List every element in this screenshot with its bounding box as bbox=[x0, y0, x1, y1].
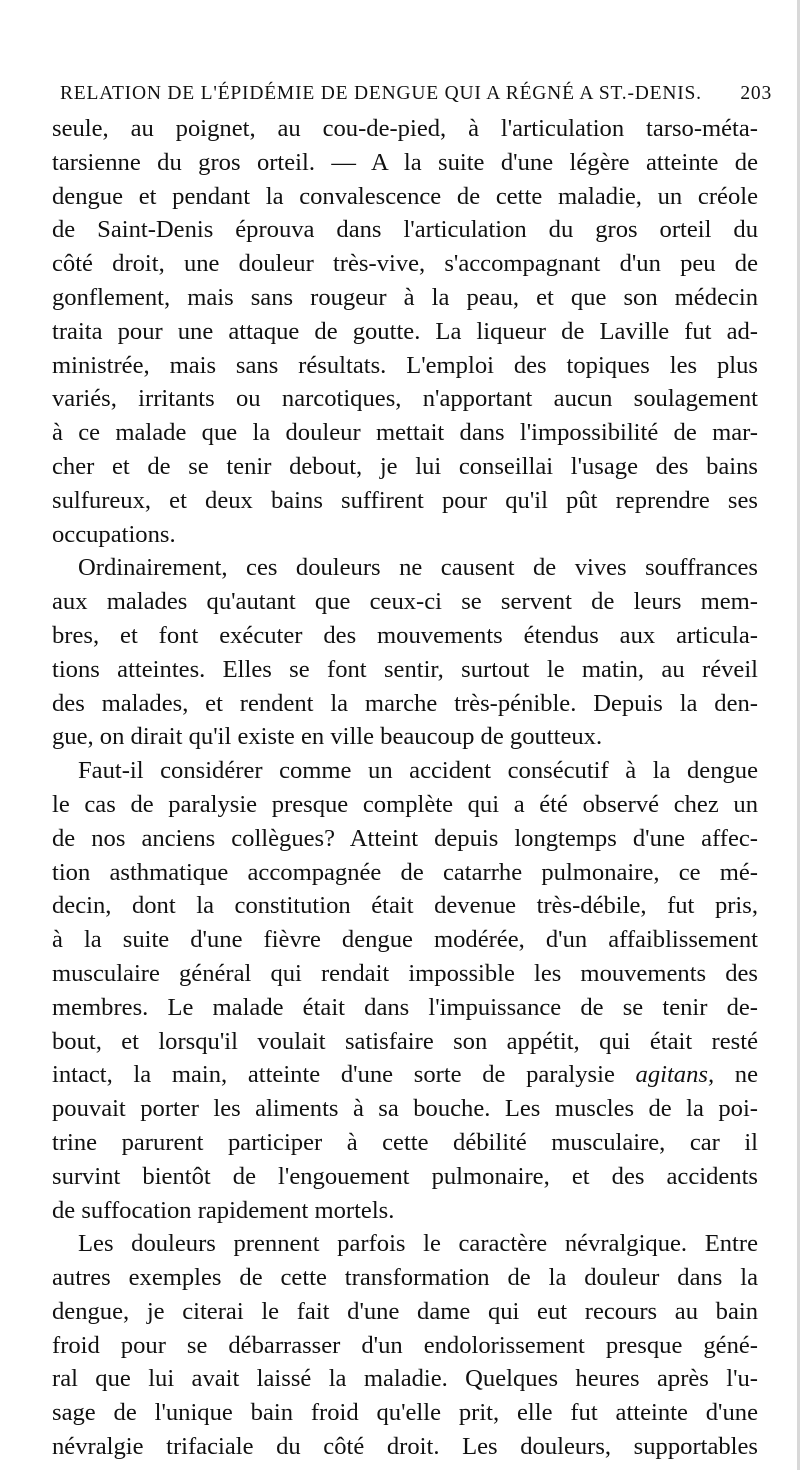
text-line: dengue, je citerai le fait d'une dame qui eut recours au bain bbox=[52, 1297, 758, 1325]
text-line: bout, et lorsqu'il voulait satisfaire son appétit, qui était resté bbox=[52, 1027, 758, 1055]
text-line: à ce malade que la douleur mettait dans l'impossibilité de mar- bbox=[52, 419, 758, 447]
body-text bbox=[52, 112, 758, 1464]
italic-word: agitans, bbox=[635, 1061, 715, 1089]
text-line: pouvait porter les aliments à sa bouche. Les muscles de la poi- bbox=[52, 1095, 758, 1123]
text-line: froid pour se débarrasser d'un endolorissement presque géné- bbox=[52, 1331, 758, 1359]
text-line: membres. Le malade était dans l'impuissance de se tenir de- bbox=[52, 993, 758, 1021]
text-line: ral que lui avait laissé la maladie. Quelques heures après l'u- bbox=[52, 1365, 758, 1393]
text-line: de suffocation rapidement mortels. bbox=[52, 1196, 395, 1224]
text-line: ministrée, mais sans résultats. L'emploi des topiques les plus bbox=[52, 351, 758, 379]
text-line: Les douleurs prennent parfois le caractère névralgique. Entre bbox=[78, 1230, 758, 1258]
text-line: decin, dont la constitution était devenue très-débile, fut pris, bbox=[52, 892, 758, 920]
text-line: occupations. bbox=[52, 520, 176, 548]
text-line: tarsienne du gros orteil. — A la suite d'une légère atteinte de bbox=[52, 148, 758, 176]
text-line-with-italic bbox=[52, 1058, 758, 1092]
text-line: survint bientôt de l'engouement pulmonaire, et des accidents bbox=[52, 1162, 758, 1190]
text-line: Faut-il considérer comme un accident consécutif à la dengue bbox=[78, 757, 758, 785]
text-line: variés, irritants ou narcotiques, n'apportant aucun soulagement bbox=[52, 385, 758, 413]
text-line: autres exemples de cette transformation de la douleur dans la bbox=[52, 1264, 758, 1292]
text-line: aux malades qu'autant que ceux-ci se servent de leurs mem- bbox=[52, 588, 758, 616]
text-line: névralgie trifaciale du côté droit. Les douleurs, supportables bbox=[52, 1433, 758, 1461]
running-title: RELATION DE L'ÉPIDÉMIE DE DENGUE QUI A RÉGNÉ A ST.-DENIS. bbox=[60, 83, 702, 104]
text-line: tion asthmatique accompagnée de catarrhe pulmonaire, ce mé- bbox=[52, 858, 758, 886]
text-line: seule, au poignet, au cou-de-pied, à l'articulation tarso-méta- bbox=[52, 115, 758, 142]
page-header bbox=[60, 82, 772, 106]
page-number: 203 bbox=[740, 83, 772, 104]
text-line: côté droit, une douleur très-vive, s'accompagnant d'un peu de bbox=[52, 250, 758, 278]
text-line: dengue et pendant la convalescence de cette maladie, un créole bbox=[52, 182, 758, 210]
text-line: sulfureux, et deux bains suffirent pour qu'il pût reprendre ses bbox=[52, 486, 758, 514]
text-line: sage de l'unique bain froid qu'elle prit, elle fut atteinte d'une bbox=[52, 1399, 758, 1427]
text-line: tions atteintes. Elles se font sentir, surtout le matin, au réveil bbox=[52, 655, 758, 683]
text-line: Ordinairement, ces douleurs ne causent de vives souffrances bbox=[78, 554, 758, 582]
line-end: ne bbox=[734, 1061, 758, 1089]
text-line: gue, on dirait qu'il existe en ville beaucoup de goutteux. bbox=[52, 723, 603, 751]
text-line: à la suite d'une fièvre dengue modérée, d'un affaiblissement bbox=[52, 926, 758, 954]
text-line: musculaire général qui rendait impossible les mouvements des bbox=[52, 959, 758, 987]
text-line: cher et de se tenir debout, je lui conseillai l'usage des bains bbox=[52, 452, 758, 480]
line-start: intact, la main, atteinte d'une sorte de paralysie bbox=[52, 1061, 615, 1089]
text-line: gonflement, mais sans rougeur à la peau, et que son médecin bbox=[52, 283, 758, 311]
text-line: de nos anciens collègues? Atteint depuis longtemps d'une affec- bbox=[52, 824, 758, 852]
text-line: de Saint-Denis éprouva dans l'articulation du gros orteil du bbox=[52, 216, 758, 244]
text-line: trine parurent participer à cette débilité musculaire, car il bbox=[52, 1128, 758, 1156]
text-line: des malades, et rendent la marche très-pénible. Depuis la den- bbox=[52, 689, 758, 717]
text-line: traita pour une attaque de goutte. La liqueur de Laville fut ad- bbox=[52, 317, 758, 345]
text-line: bres, et font exécuter des mouvements étendus aux articula- bbox=[52, 621, 758, 649]
text-line: le cas de paralysie presque complète qui a été observé chez un bbox=[52, 790, 758, 818]
